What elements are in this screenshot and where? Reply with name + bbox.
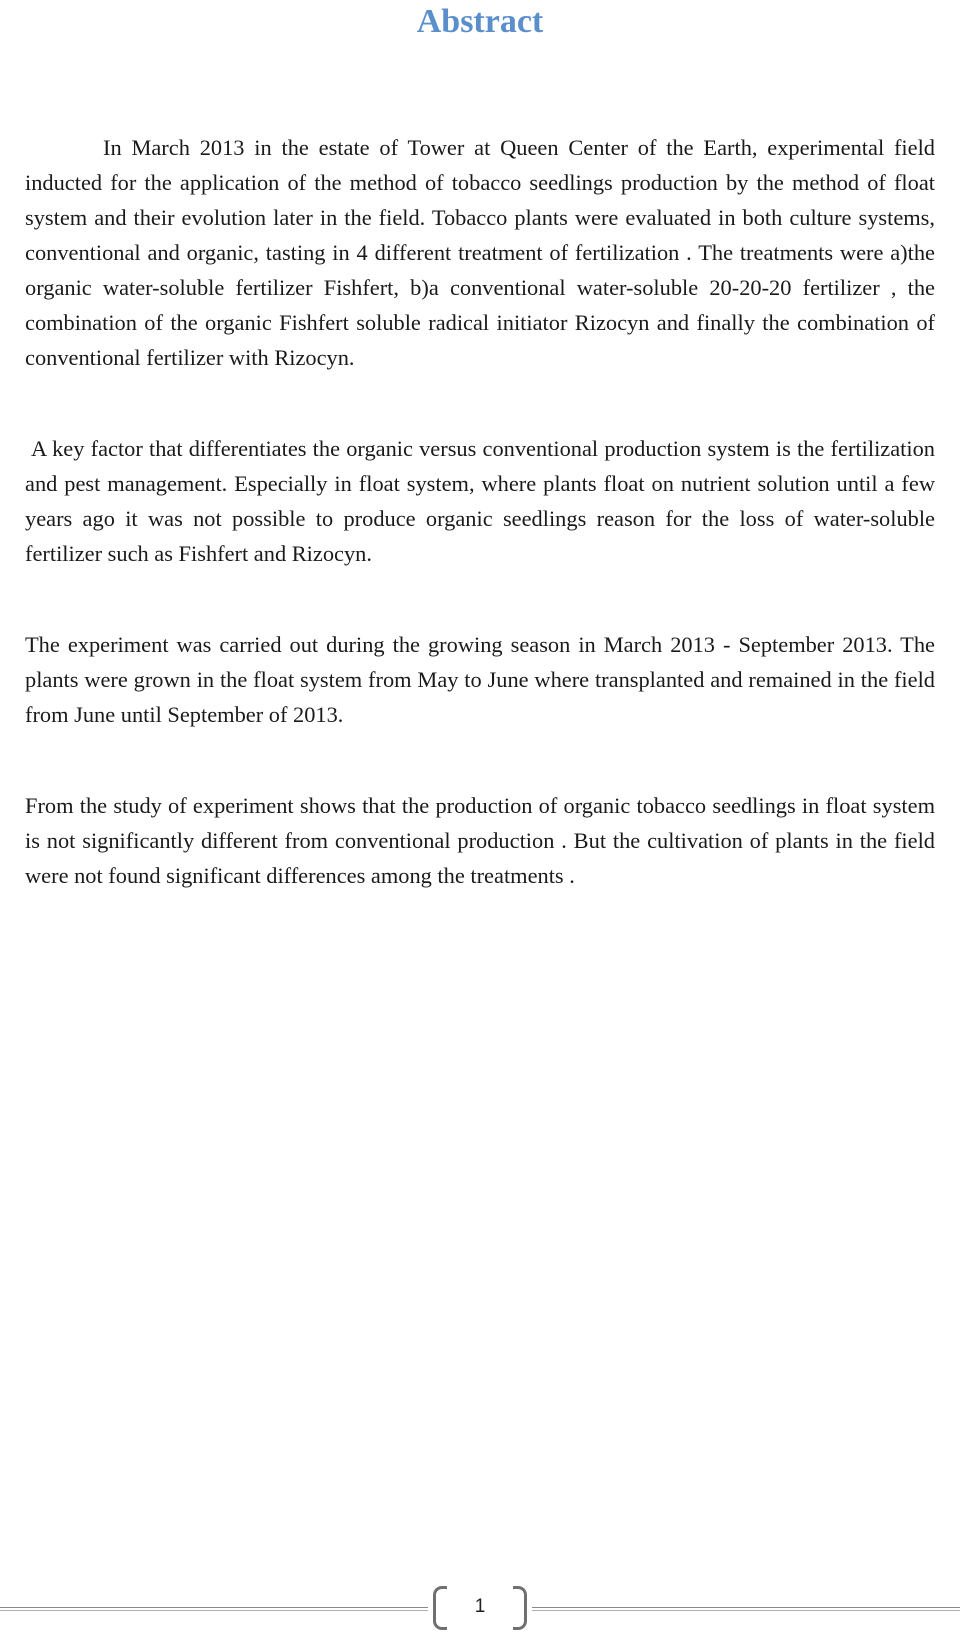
- page-number: 1: [474, 1596, 486, 1617]
- footer-rule-right: [532, 1607, 960, 1608]
- left-brace-icon: [433, 1586, 447, 1630]
- abstract-paragraph: From the study of experiment shows that the production of organic tobacco seedlings in float system is not significantly different from conventional production . But the cultivation of plants in the field were not found significant differences among the treatments .: [25, 793, 935, 888]
- page-title: Abstract: [416, 3, 544, 40]
- page-footer: [0, 1586, 960, 1634]
- abstract-paragraph: The experiment was carried out during the growing season in March 2013 - September 2013. The plants were grown in the float system from May to June where transplanted and remained in the field from June until September of 2013.: [25, 632, 935, 727]
- abstract-body: [25, 130, 935, 949]
- abstract-paragraph: In March 2013 in the estate of Tower at Queen Center of the Earth, experimental field inducted for the application of the method of tobacco seedlings production by the method of float system and their evolution later in the field. Tobacco plants were evaluated in both culture systems, conventional and organic, tasting in 4 different treatment of fertilization . The treatments were a)the organic water-soluble fertilizer Fishfert, b)a conventional water-soluble 20-20-20 fertilizer , the combination of the organic Fishfert soluble radical initiator Rizocyn and finally the combination of conventional fertilizer with Rizocyn.: [25, 135, 935, 370]
- footer-rule-left: [0, 1607, 428, 1608]
- abstract-paragraph: A key factor that differentiates the organic versus conventional production system is the fertilization and pest management. Especially in float system, where plants float on nutrient solution until a few years ago it was not possible to produce organic seedlings reason for the loss of water-soluble fertilizer such as Fishfert and Rizocyn.: [25, 436, 935, 566]
- right-brace-icon: [513, 1586, 527, 1630]
